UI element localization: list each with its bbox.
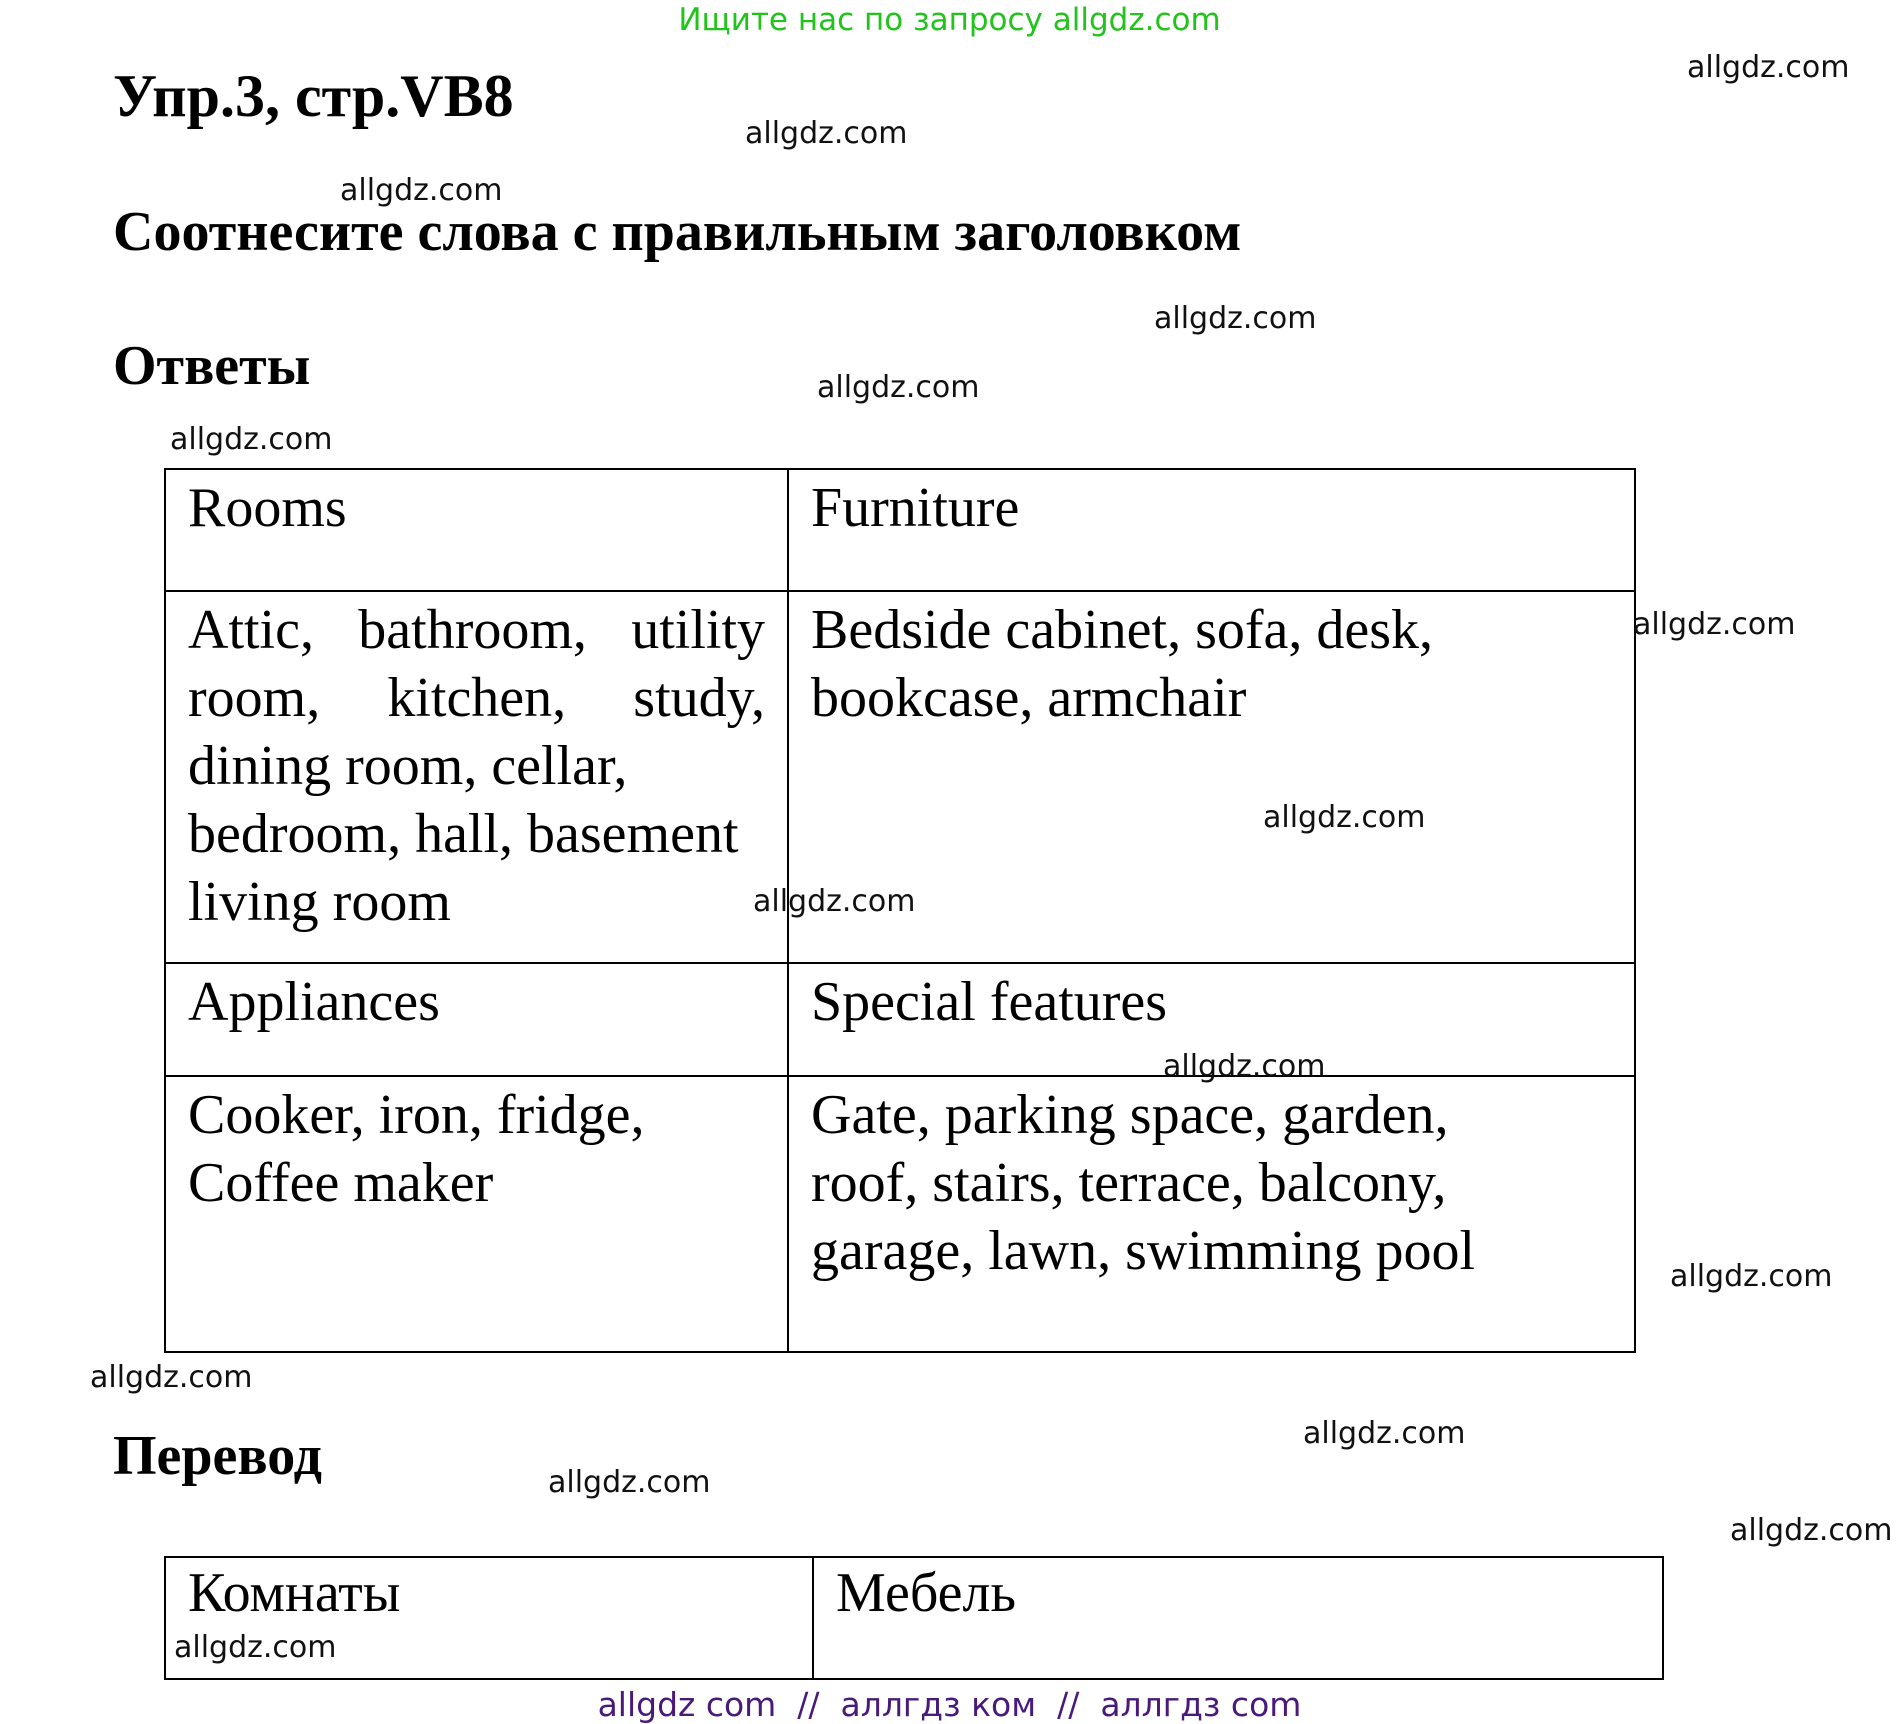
rooms-list: Attic, bathroom, utility room, kitchen, study, dining room, cellar, bbox=[188, 599, 765, 797]
watermark: allgdz.com bbox=[170, 422, 333, 457]
watermark: allgdz.com bbox=[1263, 800, 1426, 835]
furniture-line-2: bookcase, armchair bbox=[811, 667, 1247, 729]
rooms-cell bbox=[165, 591, 788, 963]
watermark: allgdz.com bbox=[1633, 607, 1796, 642]
appliances-cell bbox=[165, 1076, 788, 1352]
appliances-header-cell bbox=[165, 963, 788, 1076]
rooms-header: Rooms bbox=[188, 477, 347, 539]
watermark: allgdz.com bbox=[90, 1360, 253, 1395]
translation-rooms-header: Комнаты bbox=[188, 1562, 401, 1624]
features-header: Special features bbox=[811, 971, 1168, 1033]
furniture-header: Furniture bbox=[811, 477, 1020, 539]
top-banner: Ищите нас по запросу allgdz.com bbox=[678, 2, 1221, 38]
translation-furniture-cell bbox=[813, 1557, 1663, 1679]
watermark: allgdz.com bbox=[1303, 1416, 1466, 1451]
watermark: allgdz.com bbox=[174, 1630, 337, 1665]
watermark: allgdz.com bbox=[1687, 50, 1850, 85]
exercise-title: Упр.3, стр.VB8 bbox=[113, 63, 514, 129]
watermark: allgdz.com bbox=[817, 370, 980, 405]
watermark: allgdz.com bbox=[1163, 1049, 1326, 1084]
translation-title: Перевод bbox=[113, 1425, 322, 1487]
watermark: allgdz.com bbox=[340, 173, 503, 208]
appliances-line-2: Coffee maker bbox=[188, 1152, 494, 1214]
rooms-list-tail: bedroom, hall, basement bbox=[188, 803, 739, 865]
translation-table bbox=[164, 1556, 1664, 1680]
watermark: allgdz.com bbox=[1730, 1513, 1893, 1548]
rooms-list-last: living room bbox=[188, 871, 451, 933]
watermark: allgdz.com bbox=[1154, 301, 1317, 336]
rooms-header-cell bbox=[165, 469, 788, 591]
answers-title: Ответы bbox=[113, 335, 311, 397]
furniture-header-cell bbox=[788, 469, 1635, 591]
appliances-header: Appliances bbox=[188, 971, 440, 1033]
features-line-2: roof, stairs, terrace, balcony, bbox=[811, 1152, 1447, 1214]
watermark: allgdz.com bbox=[753, 884, 916, 919]
features-cell bbox=[788, 1076, 1635, 1352]
task-title: Соотнесите слова с правильным заголовком bbox=[113, 201, 1242, 263]
footer-watermark: allgdz com // аллгдз ком // аллгдз com bbox=[597, 1685, 1302, 1724]
features-line-3: garage, lawn, swimming pool bbox=[811, 1220, 1476, 1282]
furniture-line-1: Bedside cabinet, sofa, desk, bbox=[811, 599, 1434, 661]
watermark: allgdz.com bbox=[745, 116, 908, 151]
watermark: allgdz.com bbox=[548, 1465, 711, 1500]
watermark: allgdz.com bbox=[1670, 1259, 1833, 1294]
features-line-1: Gate, parking space, garden, bbox=[811, 1084, 1449, 1146]
translation-furniture-header: Мебель bbox=[836, 1562, 1017, 1624]
appliances-line-1: Cooker, iron, fridge, bbox=[188, 1084, 645, 1146]
